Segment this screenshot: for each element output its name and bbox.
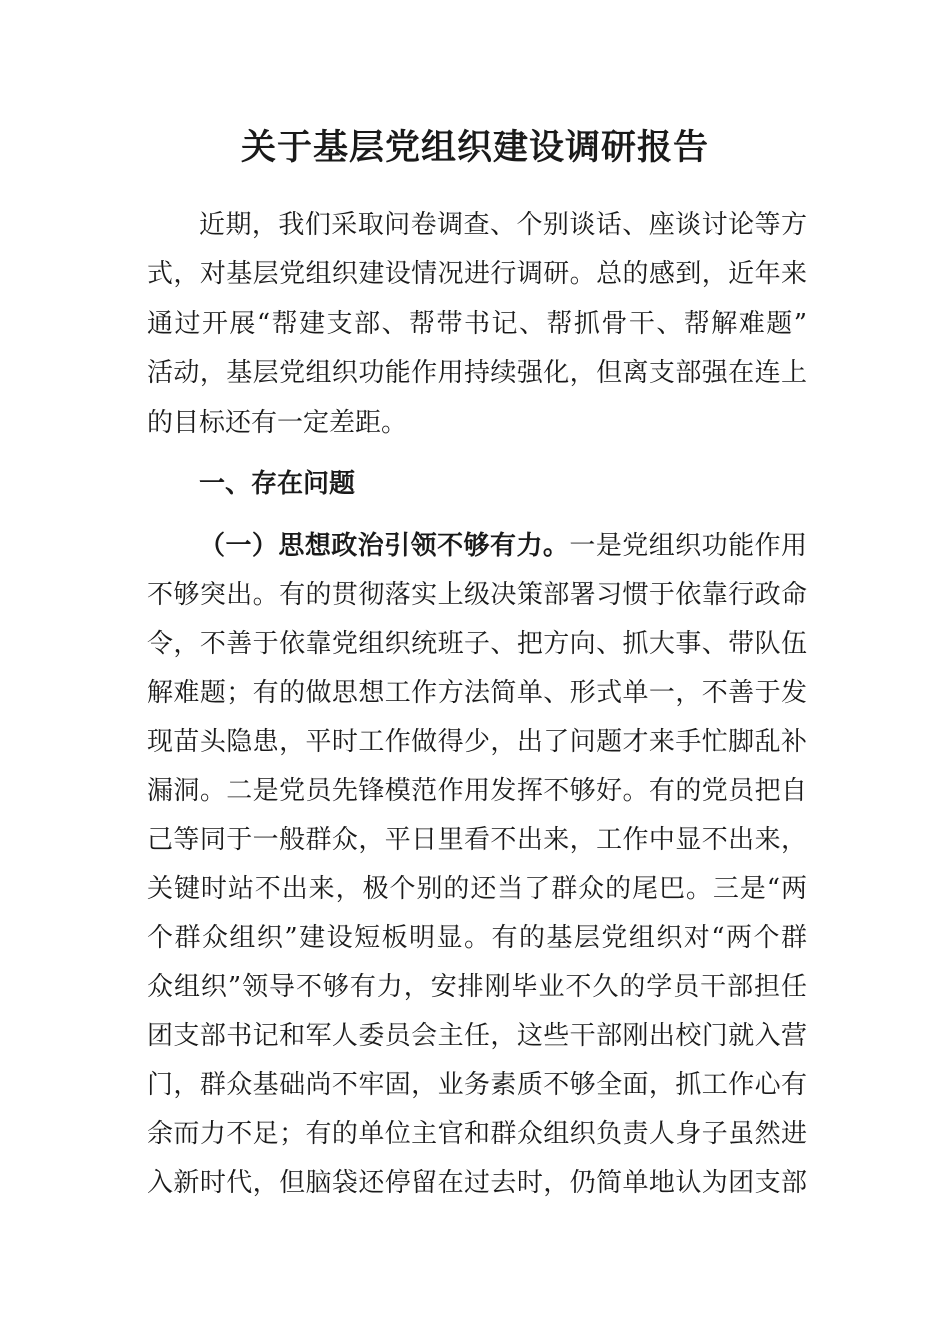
subsection-heading: （一）思想政治引领不够有力。 [199,531,570,561]
body-line: 不够突出。有的贯彻落实上级决策部署习惯于依靠行政命 [147,580,807,610]
section-heading: 一、存在问题 [199,469,356,499]
body-line: 漏洞。二是党员先锋模范作用发挥不够好。有的党员把自 [147,776,807,806]
body-line: 己等同于一般群众，平日里看不出来，工作中显不出来， [147,825,807,855]
body-line: 关键时站不出来，极个别的还当了群众的尾巴。三是“两 [147,874,807,904]
intro-line: 活动，基层党组织功能作用持续强化，但离支部强在连上 [147,358,807,388]
body-line: 令，不善于依靠党组织统班子、把方向、抓大事、带队伍 [147,629,807,659]
intro-line: 近期，我们采取问卷调查、个别谈话、座谈讨论等方 [199,210,807,240]
body-line: 团支部书记和军人委员会主任，这些干部刚出校门就入营 [147,1021,807,1051]
body-line: 解难题；有的做思想工作方法简单、形式单一，不善于发 [147,678,807,708]
subsection-first-line [199,526,807,566]
body-line: 余而力不足；有的单位主官和群众组织负责人身子虽然进 [147,1119,807,1149]
body-line: 入新时代，但脑袋还停留在过去时，仍简单地认为团支部 [147,1168,807,1198]
subsection-first-line-text: 一是党组织功能作用 [569,531,807,561]
intro-line: 通过开展“帮建支部、帮带书记、帮抓骨干、帮解难题” [147,309,807,339]
intro-line: 的目标还有一定差距。 [147,408,408,438]
document-title: 关于基层党组织建设调研报告 [240,127,709,168]
body-line: 现苗头隐患，平时工作做得少，出了问题才来手忙脚乱补 [147,727,807,757]
body-line: 个群众组织”建设短板明显。有的基层党组织对“两个群 [147,923,807,953]
body-line: 众组织”领导不够有力，安排刚毕业不久的学员干部担任 [147,972,807,1002]
intro-line: 式，对基层党组织建设情况进行调研。总的感到，近年来 [147,259,807,289]
body-line: 门，群众基础尚不牢固，业务素质不够全面，抓工作心有 [147,1070,807,1100]
